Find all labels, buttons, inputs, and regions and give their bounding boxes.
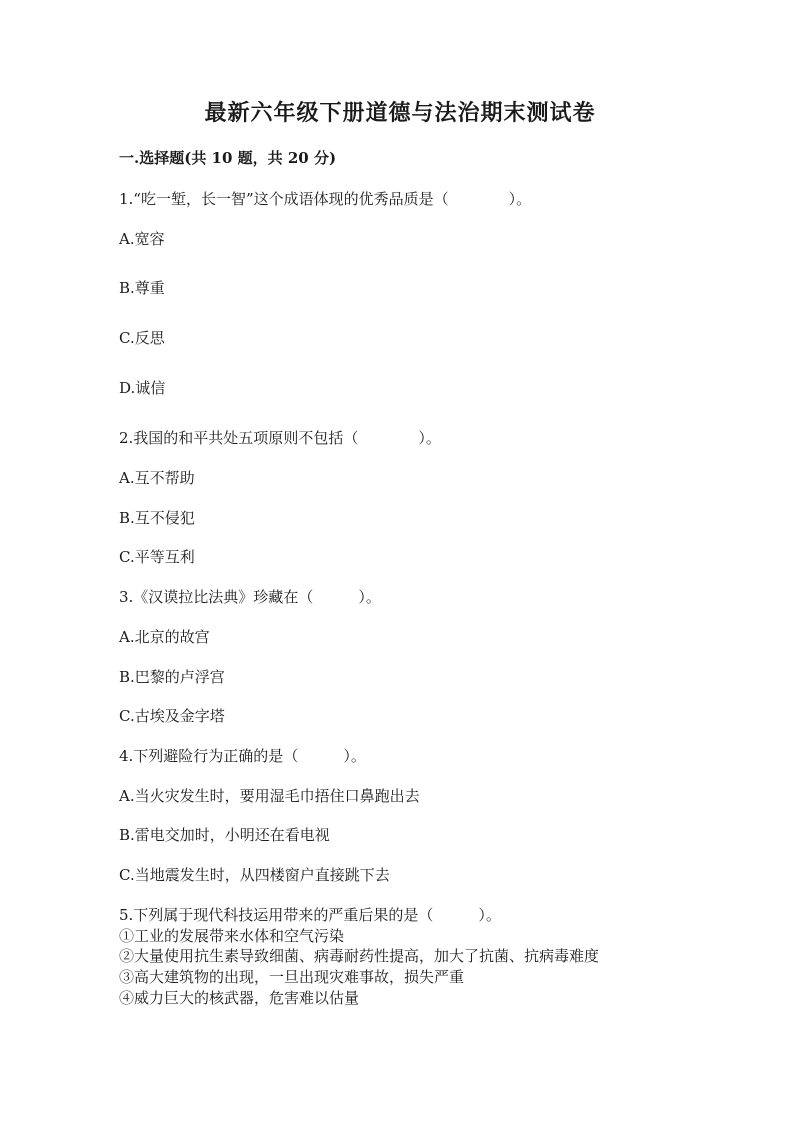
- question-1-option-c: C.反思: [119, 329, 165, 347]
- section-heading: 一.选择题(共 10 题，共 20 分): [119, 149, 337, 167]
- question-4-option-b: B.雷电交加时，小明还在看电视: [119, 826, 330, 844]
- question-5-item-1: ①工业的发展带来水体和空气污染: [119, 927, 345, 945]
- question-1-option-a: A.宽容: [119, 230, 165, 248]
- question-2-stem: 2.我国的和平共处五项原则不包括（ ）。: [119, 429, 441, 447]
- question-5-item-2: ②大量使用抗生素导致细菌、病毒耐药性提高，加大了抗菌、抗病毒难度: [119, 947, 600, 965]
- question-3-option-b: B.巴黎的卢浮宫: [119, 668, 225, 686]
- question-1-option-b: B.尊重: [119, 279, 165, 297]
- question-3-option-a: A.北京的故宫: [119, 628, 210, 646]
- question-4-option-a: A.当火灾发生时，要用湿毛巾捂住口鼻跑出去: [119, 787, 420, 805]
- question-1-option-d: D.诚信: [119, 379, 166, 397]
- exam-title: 最新六年级下册道德与法治期末测试卷: [204, 100, 596, 126]
- question-5-item-3: ③高大建筑物的出现，一旦出现灾难事故，损失严重: [119, 968, 465, 986]
- question-4-stem: 4.下列避险行为正确的是（ ）。: [119, 747, 366, 765]
- question-5-item-4: ④威力巨大的核武器，危害难以估量: [119, 989, 360, 1007]
- question-3-stem: 3.《汉谟拉比法典》珍藏在（ ）。: [119, 588, 381, 606]
- question-1-stem: 1.“吃一堑，长一智”这个成语体现的优秀品质是（ ）。: [119, 190, 532, 208]
- question-2-option-a: A.互不帮助: [119, 469, 195, 487]
- question-2-option-b: B.互不侵犯: [119, 509, 195, 527]
- question-3-option-c: C.古埃及金字塔: [119, 707, 225, 725]
- question-4-option-c: C.当地震发生时，从四楼窗户直接跳下去: [119, 866, 390, 884]
- question-5-stem: 5.下列属于现代科技运用带来的严重后果的是（ ）。: [119, 906, 501, 924]
- question-2-option-c: C.平等互利: [119, 548, 195, 566]
